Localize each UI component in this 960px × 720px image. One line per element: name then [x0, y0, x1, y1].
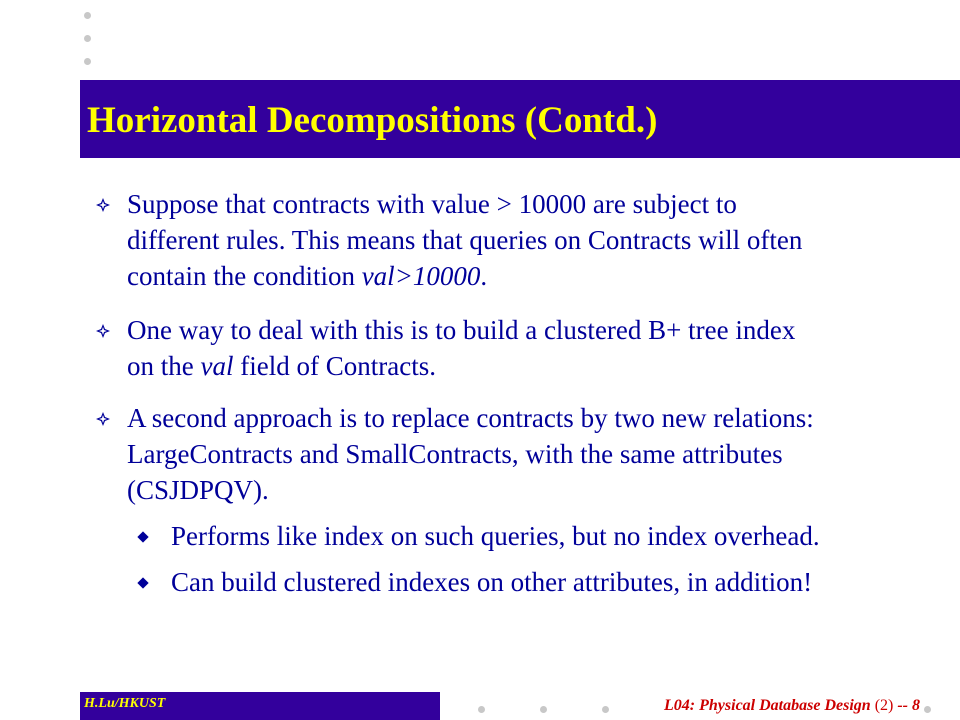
decor-dot — [540, 706, 547, 713]
slide-title: Horizontal Decompositions (Contd.) — [87, 100, 658, 141]
sub-bullet-text: Performs like index on such queries, but no index overhead. — [171, 521, 820, 551]
bullet-line — [127, 258, 487, 294]
small-diamond-icon — [137, 577, 148, 588]
bullet-text: Suppose that contracts with value > 10000 are subject to — [127, 189, 737, 219]
decor-dot — [84, 58, 91, 65]
four-petal-diamond-icon — [96, 412, 110, 426]
decor-dot — [602, 706, 609, 713]
decor-dot — [924, 706, 931, 713]
bullet-italic-text: val>10000 — [361, 261, 481, 291]
bullet-text: field of Contracts. — [233, 351, 436, 381]
sub-bullet-text: Can build clustered indexes on other attributes, in addition! — [171, 567, 813, 597]
footer-course: L04: Physical Database Design — [664, 697, 875, 714]
bullet-text: . — [480, 261, 488, 291]
bullet-line — [127, 436, 783, 472]
bullet-line — [127, 312, 795, 348]
decor-dot — [84, 35, 91, 42]
bullet-text: LargeContracts and SmallContracts, with the same attributes — [127, 439, 783, 469]
bullet-text: One way to deal with this is to build a clustered B+ tree index — [127, 315, 796, 345]
bullet-line — [127, 472, 269, 508]
title-bar — [80, 80, 960, 158]
four-petal-diamond-icon — [96, 324, 110, 338]
bullet-text: on the — [127, 351, 201, 381]
bullet-line — [127, 348, 436, 384]
footer-bar — [80, 692, 440, 720]
bullet-text: A second approach is to replace contracts by two new relations: — [127, 403, 814, 433]
footer-author: H.Lu/HKUST — [84, 696, 166, 711]
bullet-line — [127, 222, 802, 258]
four-petal-diamond-icon — [96, 198, 110, 212]
small-diamond-icon — [137, 531, 148, 542]
bullet-text: (CSJDPQV). — [127, 475, 269, 505]
bullet-line — [127, 400, 814, 436]
decor-dot — [84, 12, 91, 19]
bullet-line — [127, 186, 737, 222]
decor-dot — [478, 706, 485, 713]
bullet-italic-text: val — [200, 351, 234, 381]
bullet-text: contain the condition — [127, 261, 362, 291]
bullet-text: different rules. This means that queries on Contracts will often — [127, 225, 803, 255]
footer-page-number: -- 8 — [893, 697, 920, 714]
footer-slide-info — [664, 697, 920, 715]
footer-part: (2) — [874, 697, 894, 714]
